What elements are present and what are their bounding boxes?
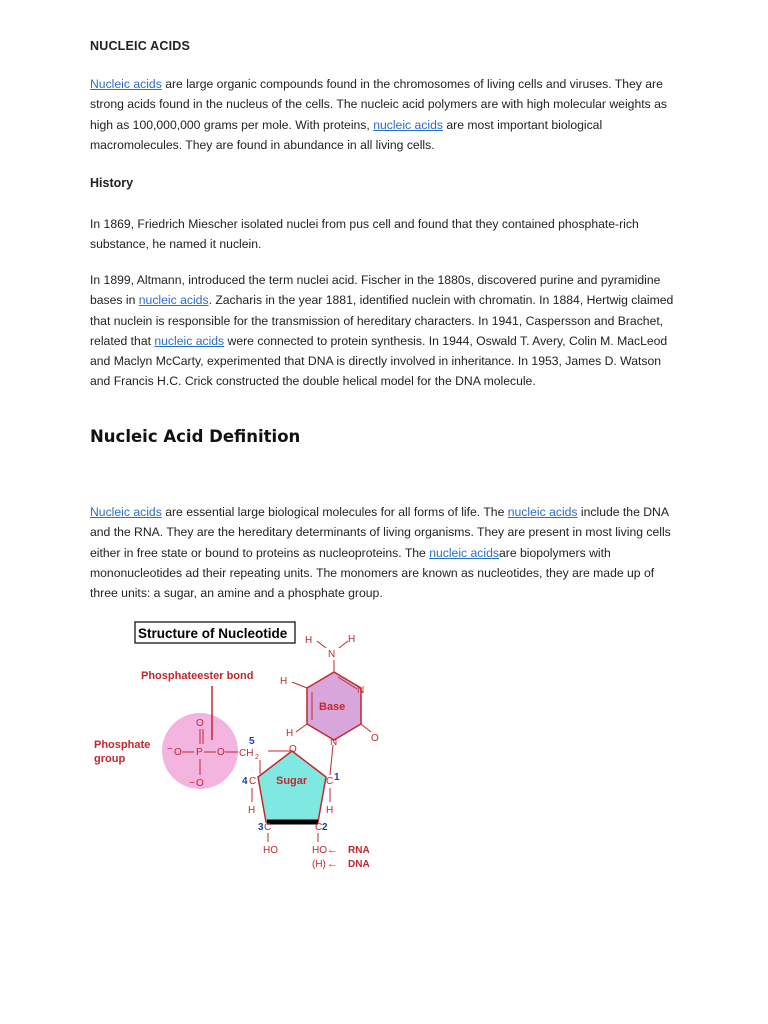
paragraph-text: In 1869, Friedrich Miescher isolated nuclei from pus cell and found that they contained phosphate-rich substance, he named it nuclein.	[90, 217, 639, 252]
carbon-number-1: 1	[334, 772, 340, 783]
nucleic-acids-link[interactable]: nucleic acids	[138, 293, 209, 308]
atom-n-base-bottom: N	[330, 737, 338, 748]
nucleic-acids-link[interactable]: nucleic acids	[373, 117, 443, 132]
atom-o-base: O	[371, 733, 379, 744]
phosphate-label-line1: Phosphate	[94, 739, 151, 751]
definition-heading: Nucleic Acid Definition	[90, 427, 301, 446]
atom-h-base-bottom: H	[286, 728, 294, 739]
o-minus-sign-bottom: −	[189, 778, 195, 789]
sugar-label: Sugar	[276, 775, 308, 787]
carbon-number-5: 5	[249, 736, 255, 747]
phosphate-label-line2: group	[94, 753, 126, 765]
ho-c3-label: HO	[263, 845, 278, 856]
o-minus-sign: −	[167, 744, 173, 755]
paragraph-text: include the DNA and the RNA. They are the hereditary determinants of living organisms. They are present in most living cells either in free state or bound to proteins as nucleoproteins. The	[90, 505, 671, 560]
paragraph-text: were connected to protein synthesis. In 1944, Oswald T. Avery, Colin M. MacLeod and Maclyn McCarty, experimented that DNA is directly involved in inheritance. In 1953, James D. Watson and Francis H.C. Crick constructed the double helical model for the DNA molecule.	[90, 333, 668, 389]
paragraph-text: are most important biological macromolecules. They are found in abundance in all living cells.	[90, 117, 603, 152]
rna-arrow: ←	[327, 844, 338, 856]
atom-c4: C	[249, 776, 257, 787]
nucleic-acids-link[interactable]: Nucleic acids	[90, 77, 162, 91]
atom-c1: C	[326, 776, 334, 787]
paragraph-text: In 1899, Altmann, introduced the term nuclei acid. Fischer in the 1880s, discovered purine and pyramidine bases in	[90, 273, 661, 308]
carbon-number-3: 3	[258, 822, 264, 833]
dna-label: DNA	[348, 859, 370, 870]
phosphoester-bond-label: Phosphateester bond	[141, 670, 254, 682]
nucleic-acids-link[interactable]: nucleic acids	[154, 333, 225, 348]
atom-o-right: O	[217, 747, 225, 758]
carbon-number-2: 2	[322, 822, 328, 833]
document-title: NUCLEIC ACIDS	[90, 39, 191, 53]
paragraph-text: are biopolymers with mononucleotides ad their repeating units. The monomers are known as nucleotides, they are made up of three units: a sugar, an amine and a phosphate group.	[90, 545, 655, 601]
atom-c3: C	[264, 822, 272, 833]
nucleic-acids-link[interactable]: Nucleic acids	[90, 505, 162, 519]
atom-h-amine-left: H	[305, 635, 313, 646]
ch2-subscript: 2	[255, 754, 259, 761]
paragraph-text: . Zacharis in the year 1881, identified nuclein with chromatin. In 1884, Hertwig claimed that nuclein is responsible for the transmission of hereditary characters. In 1941, Caspersson and Brachet, related that	[90, 293, 674, 348]
ho-c2-label: HO	[312, 845, 327, 856]
atom-p: P	[196, 747, 203, 758]
atom-ring-o: O	[289, 744, 297, 755]
atom-o-left: O	[174, 747, 182, 758]
nucleic-acids-link[interactable]: nucleic acids	[507, 505, 578, 519]
atom-o-bottom: O	[196, 778, 204, 789]
carbon-number-4: 4	[242, 776, 248, 787]
ch2-label: CH	[239, 748, 254, 759]
history-heading: History	[90, 176, 134, 190]
atom-n-base-right: N	[357, 685, 365, 696]
atom-o-top: O	[196, 718, 204, 729]
atom-c2: C	[315, 822, 323, 833]
atom-n-amine: N	[328, 649, 336, 660]
h-dna-label: (H)	[312, 859, 326, 870]
atom-h-amine-right: H	[348, 634, 356, 645]
atom-h-c1: H	[326, 805, 334, 816]
rna-label: RNA	[348, 845, 370, 856]
atom-h-c4: H	[248, 805, 256, 816]
paragraph-text: are large organic compounds found in the chromosomes of living cells and viruses. They are strong acids found in the nucleus of the cells. The nucleic acid polymers are with high molecular weights as high as 100,000,000 grams per mole. With proteins,	[90, 77, 667, 132]
paragraph-text: are essential large biological molecules for all forms of life. The	[161, 505, 508, 519]
nucleic-acids-link[interactable]: nucleic acids	[429, 545, 499, 560]
figure-title: Structure of Nucleotide	[138, 626, 288, 641]
atom-h-base-top: H	[280, 676, 288, 687]
base-label: Base	[319, 701, 346, 713]
dna-arrow: ←	[327, 858, 338, 870]
